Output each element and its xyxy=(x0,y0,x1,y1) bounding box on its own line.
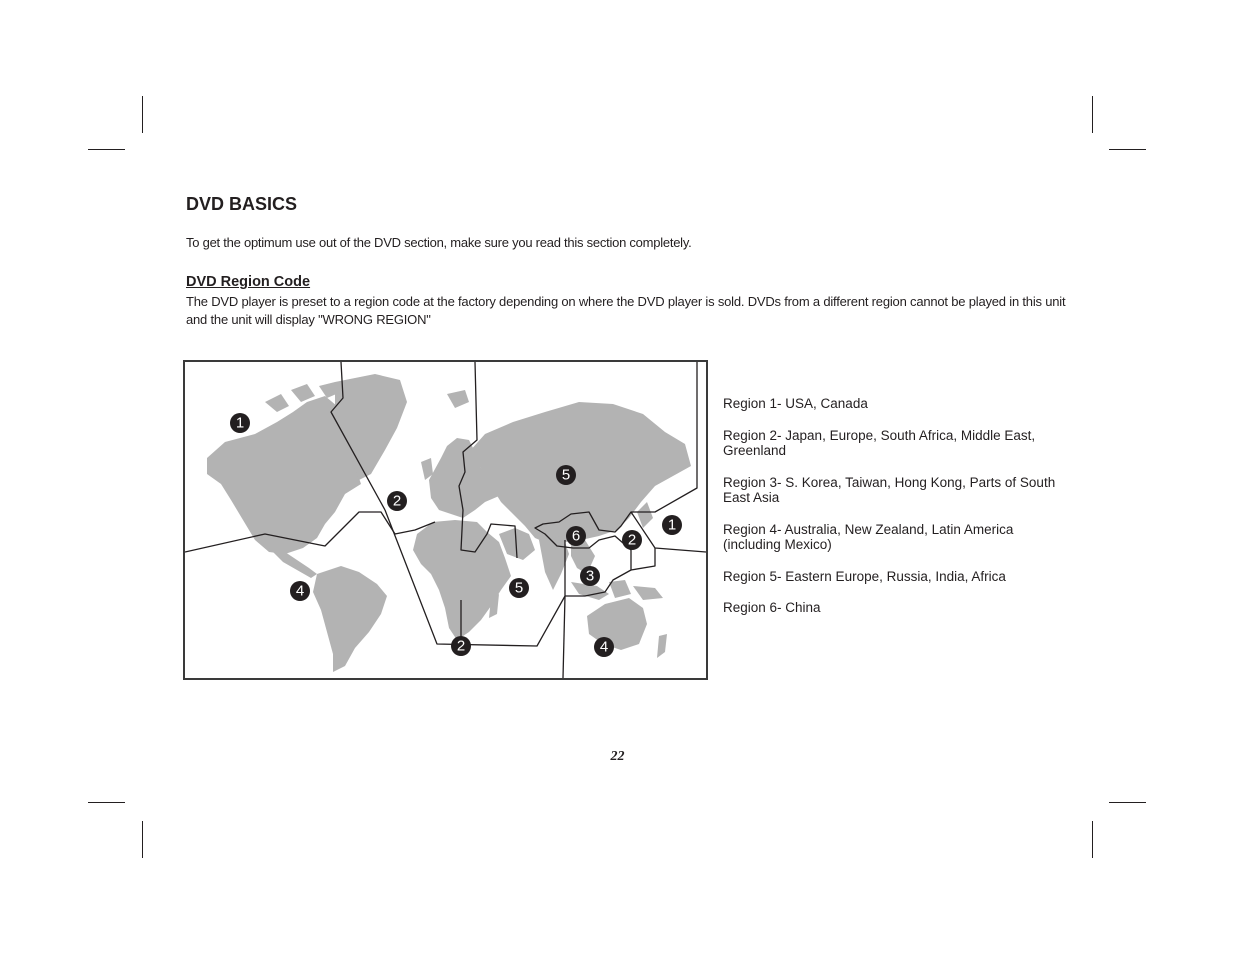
region-marker-north-america xyxy=(230,413,250,433)
svg-text:2: 2 xyxy=(456,637,466,655)
world-map-illustration xyxy=(185,362,706,678)
svg-text:4: 4 xyxy=(599,638,609,656)
svg-text:1: 1 xyxy=(667,516,677,534)
crop-mark xyxy=(1092,96,1093,133)
legend-item-region-5: Region 5- Eastern Europe, Russia, India, Africa xyxy=(723,568,1006,584)
central-america-landmass xyxy=(269,548,317,578)
crop-mark xyxy=(88,149,125,150)
region-marker-africa xyxy=(509,578,529,598)
legend-item-region-6: Region 6- China xyxy=(723,600,821,615)
intro-text: To get the optimum use out of the DVD section, make sure you read this section completely. xyxy=(186,235,692,250)
legend-item-region-2: Region 2- Japan, Europe, South Africa, Middle East, Greenland xyxy=(723,427,1036,458)
land-masses xyxy=(207,374,691,672)
region-marker-greenland xyxy=(387,491,407,511)
svg-text:1: 1 xyxy=(235,414,245,432)
page-number: 22 xyxy=(610,749,625,764)
region-map xyxy=(183,360,708,680)
svg-text:5: 5 xyxy=(514,579,524,597)
asia-landmass xyxy=(469,402,691,544)
legend-item-region-3: Region 3- S. Korea, Taiwan, Hong Kong, Parts of South East Asia xyxy=(723,474,1056,505)
legend-item-region-4: Region 4- Australia, New Zealand, Latin America (including Mexico) xyxy=(723,521,1014,552)
region-legend xyxy=(723,396,1063,632)
crop-mark xyxy=(142,96,143,133)
svg-text:5: 5 xyxy=(561,466,571,484)
region-marker-japan xyxy=(622,530,642,550)
crop-mark xyxy=(142,821,143,858)
crop-mark xyxy=(1109,802,1146,803)
crop-mark xyxy=(1109,149,1146,150)
page-title: DVD BASICS xyxy=(186,194,298,214)
crop-mark xyxy=(1092,821,1093,858)
svg-text:4: 4 xyxy=(295,582,305,600)
svg-text:6: 6 xyxy=(571,527,581,545)
region-marker-south-africa xyxy=(451,636,471,656)
section-body: The DVD player is preset to a region code at the factory depending on where the DVD player is sold. DVDs from a different region cannot be played in this unit and the unit will display "WRONG REGION" xyxy=(186,294,1066,327)
section-heading: DVD Region Code xyxy=(186,274,311,290)
svg-text:3: 3 xyxy=(585,567,595,585)
region-marker-china xyxy=(566,526,586,546)
crop-mark xyxy=(88,802,125,803)
region-marker-australia xyxy=(594,637,614,657)
svg-text:2: 2 xyxy=(627,531,637,549)
legend-item-region-1: Region 1- USA, Canada xyxy=(723,396,868,411)
region-marker-latin-america xyxy=(290,581,310,601)
region-marker-southeast-asia xyxy=(580,566,600,586)
svg-text:2: 2 xyxy=(392,492,402,510)
region-marker-russia xyxy=(556,465,576,485)
region-marker-pacific xyxy=(662,515,682,535)
south-america-landmass xyxy=(313,566,387,672)
